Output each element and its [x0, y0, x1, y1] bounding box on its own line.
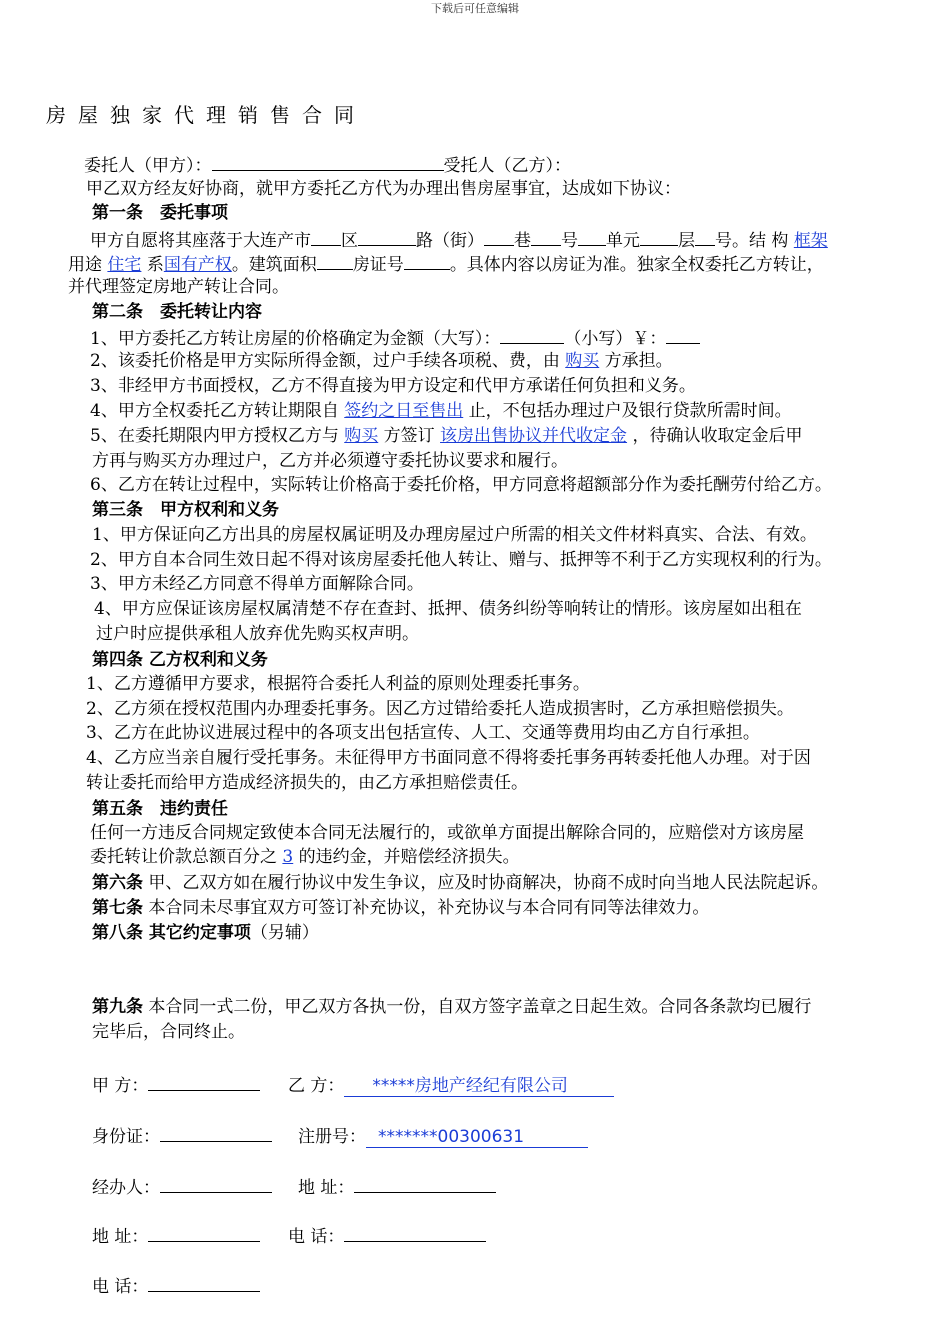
party-b-row — [288, 1071, 614, 1097]
article-2-item-2 — [90, 350, 673, 372]
text: 本合同一式二份，甲乙双方各执一份，自双方签字盖章之日起生效。合同各条款均已履行 — [148, 997, 812, 1017]
address-b-field[interactable] — [354, 1174, 496, 1193]
party-a-field[interactable] — [148, 1072, 260, 1091]
article-2-item-6: 6、乙方在转让过程中，实际转让价格高于委托价格，甲方同意将超额部分作为委托酬劳付给乙方。 — [90, 475, 832, 495]
article-9 — [92, 996, 811, 1018]
intro-text: 甲乙双方经友好协商，就甲方委托乙方代为办理出售房屋事宜，达成如下协议： — [86, 179, 681, 199]
text: 5、在委托期限内甲方授权乙方与 — [90, 426, 339, 446]
party-b-value: *****房地产经纪有限公司 — [372, 1076, 568, 1096]
article-1-line-1 — [90, 227, 828, 252]
percent-value[interactable]: 3 — [282, 847, 294, 867]
blank-area[interactable] — [317, 251, 353, 270]
principal-blank[interactable] — [212, 152, 444, 171]
id-row — [92, 1122, 272, 1147]
blank-price-words[interactable] — [500, 325, 564, 344]
text: 号 — [561, 231, 578, 251]
address-b-row — [298, 1173, 496, 1198]
handler-field[interactable] — [160, 1174, 272, 1193]
header-note: 下载后可任意编辑 — [431, 2, 519, 15]
address-a-label: 地 址： — [92, 1227, 149, 1247]
article-4-item-2: 2、乙方须在授权范围内办理委托事务。因乙方过错给委托人造成损害时，乙方承担赔偿损失。 — [86, 699, 794, 719]
article-8 — [92, 922, 319, 944]
article-9-heading: 第九条 — [92, 997, 143, 1017]
buyer-value[interactable]: 购买 — [565, 351, 600, 371]
article-3-item-4: 4、甲方应保证该房屋权属清楚不存在查封、抵押、债务纠纷等响转让的情形。该房屋如出租在 — [94, 599, 802, 619]
article-4-item-4: 4、乙方应当亲自履行受托事务。未征得甲方书面同意不得将委托事务再转委托他人办理。对于因 — [86, 748, 811, 768]
article-4-heading: 第四条 乙方权利和义务 — [92, 650, 268, 670]
phone-b-row — [288, 1222, 486, 1247]
blank-cert[interactable] — [404, 251, 450, 270]
article-8-heading: 第八条 其它约定事项 — [92, 923, 251, 943]
id-field[interactable] — [160, 1123, 272, 1142]
article-3-item-1: 1、甲方保证向乙方出具的房屋权属证明及办理房屋过户所需的相关文件材料真实、合法、有效。 — [92, 525, 817, 545]
article-2-heading: 第二条 委托转让内容 — [92, 302, 262, 322]
text: 房证号 — [352, 255, 404, 275]
text: 委托转让价款总额百分之 — [90, 847, 277, 867]
buyer2-value[interactable]: 购买 — [344, 426, 379, 446]
article-4-item-4-cont: 转让委托而给甲方造成经济损失的，由乙方承担赔偿责任。 — [86, 773, 528, 793]
article-5-line-1: 任何一方违反合同规定致使本合同无法履行的，或欲单方面提出解除合同的，应赔偿对方该房屋 — [90, 823, 804, 843]
article-2-item-4 — [90, 400, 792, 422]
address-a-row — [92, 1222, 260, 1247]
text: 方签订 — [383, 426, 435, 446]
text: 区 — [341, 231, 358, 251]
usage-value[interactable]: 住宅 — [107, 255, 142, 275]
party-a-label: 甲 方： — [92, 1076, 149, 1096]
parties-line — [84, 152, 571, 177]
article-5-line-2 — [90, 846, 520, 868]
text: ，待确认收取定金后甲 — [632, 426, 803, 446]
phone-a-field[interactable] — [148, 1273, 260, 1292]
text: （小写）￥： — [564, 329, 667, 349]
phone-b-field[interactable] — [344, 1223, 486, 1242]
address-a-field[interactable] — [148, 1223, 260, 1242]
reg-field[interactable] — [366, 1127, 588, 1148]
article-6 — [92, 872, 828, 894]
text: （另辅） — [250, 923, 319, 943]
article-7 — [92, 897, 709, 919]
text: 方承担。 — [604, 351, 673, 371]
text: 号。结 构 — [715, 231, 789, 251]
party-b-field[interactable] — [344, 1071, 614, 1097]
period-value[interactable]: 签约之日至售出 — [344, 401, 464, 421]
text: 单元 — [606, 231, 640, 251]
principal-label: 委托人（甲方）： — [84, 156, 212, 176]
text: 巷 — [514, 231, 531, 251]
text: 2、该委托价格是甲方实际所得金额，过户手续各项税、费，由 — [90, 351, 560, 371]
article-2-item-3: 3、非经甲方书面授权，乙方不得直接为甲方设定和代甲方承诺任何负担和义务。 — [90, 376, 696, 396]
article-1-line-2 — [68, 251, 824, 276]
blank-floor[interactable] — [695, 227, 715, 246]
reg-label: 注册号： — [298, 1127, 366, 1147]
phone-a-row — [92, 1272, 260, 1297]
article-4-item-1: 1、乙方遵循甲方要求，根据符合委托人利益的原则处理委托事务。 — [86, 674, 590, 694]
article-3-heading: 第三条 甲方权利和义务 — [92, 500, 279, 520]
phone-b-label: 电 话： — [288, 1227, 345, 1247]
blank-lane[interactable] — [531, 227, 561, 246]
text: 甲方自愿将其座落于大连产市 — [90, 231, 311, 251]
article-2-item-5-cont: 方再与购买方办理过户，乙方并必须遵守委托协议要求和履行。 — [92, 451, 568, 471]
article-5-heading: 第五条 违约责任 — [92, 799, 228, 819]
article-2-item-5 — [90, 425, 802, 447]
text: 本合同未尽事宜双方可签订补充协议，补充协议与本合同有同等法律效力。 — [148, 898, 710, 918]
phone-a-label: 电 话： — [92, 1277, 149, 1297]
reg-value: *******00300631 — [378, 1127, 525, 1147]
article-7-heading: 第七条 — [92, 898, 143, 918]
page-title: 房屋独家代理销售合同 — [46, 103, 366, 127]
article-3-item-2: 2、甲方自本合同生效日起不得对该房屋委托他人转让、赠与、抵押等不利于乙方实现权利的行为。 — [90, 550, 832, 570]
text: 甲、乙双方如在履行协议中发生争议，应及时协商解决，协商不成时向当地人民法院起诉。 — [148, 873, 829, 893]
party-a-row — [92, 1071, 260, 1096]
article-1-line-3: 并代理签定房地产转让合同。 — [68, 277, 289, 297]
agent-label: 受托人（乙方）： — [443, 156, 571, 176]
agreement-value[interactable]: 该房出售协议并代收定金 — [440, 426, 628, 446]
reg-row — [298, 1122, 588, 1148]
blank-number[interactable] — [578, 227, 606, 246]
ownership-value[interactable]: 国有产权 — [163, 255, 232, 275]
article-4-item-3: 3、乙方在此协议进展过程中的各项支出包括宣传、人工、交通等费用均由乙方自行承担。 — [86, 723, 760, 743]
text: 层 — [678, 231, 695, 251]
text: 。具体内容以房证为准。独家全权委托乙方转让， — [449, 255, 824, 275]
article-2-item-1 — [90, 325, 700, 350]
id-label: 身份证： — [92, 1127, 160, 1147]
party-b-label: 乙 方： — [288, 1076, 345, 1096]
handler-label: 经办人： — [92, 1178, 160, 1198]
blank-city[interactable] — [311, 227, 341, 246]
blank-road[interactable] — [484, 227, 514, 246]
article-6-heading: 第六条 — [92, 873, 143, 893]
blank-district[interactable] — [358, 227, 416, 246]
article-3-item-4-cont: 过户时应提供承租人放弃优先购买权声明。 — [96, 624, 419, 644]
text: 路（街） — [416, 231, 484, 251]
text: 的违约金，并赔偿经济损失。 — [298, 847, 520, 867]
address-b-label: 地 址： — [298, 1178, 355, 1198]
text: 系 — [146, 255, 164, 275]
text: 止，不包括办理过户及银行贷款所需时间。 — [468, 401, 792, 421]
blank-unit[interactable] — [640, 227, 678, 246]
handler-row — [92, 1173, 272, 1198]
text: 用途 — [68, 255, 102, 275]
structure-value[interactable]: 框架 — [793, 231, 828, 251]
text: 4、甲方全权委托乙方转让期限自 — [90, 401, 339, 421]
article-1-heading: 第一条 委托事项 — [92, 203, 228, 223]
blank-price-number[interactable] — [666, 325, 700, 344]
text: 1、甲方委托乙方转让房屋的价格确定为金额（大写）： — [90, 329, 501, 349]
article-3-item-3: 3、甲方未经乙方同意不得单方面解除合同。 — [90, 574, 424, 594]
article-9-cont: 完毕后，合同终止。 — [92, 1022, 245, 1042]
text: 。建筑面积 — [231, 255, 317, 275]
